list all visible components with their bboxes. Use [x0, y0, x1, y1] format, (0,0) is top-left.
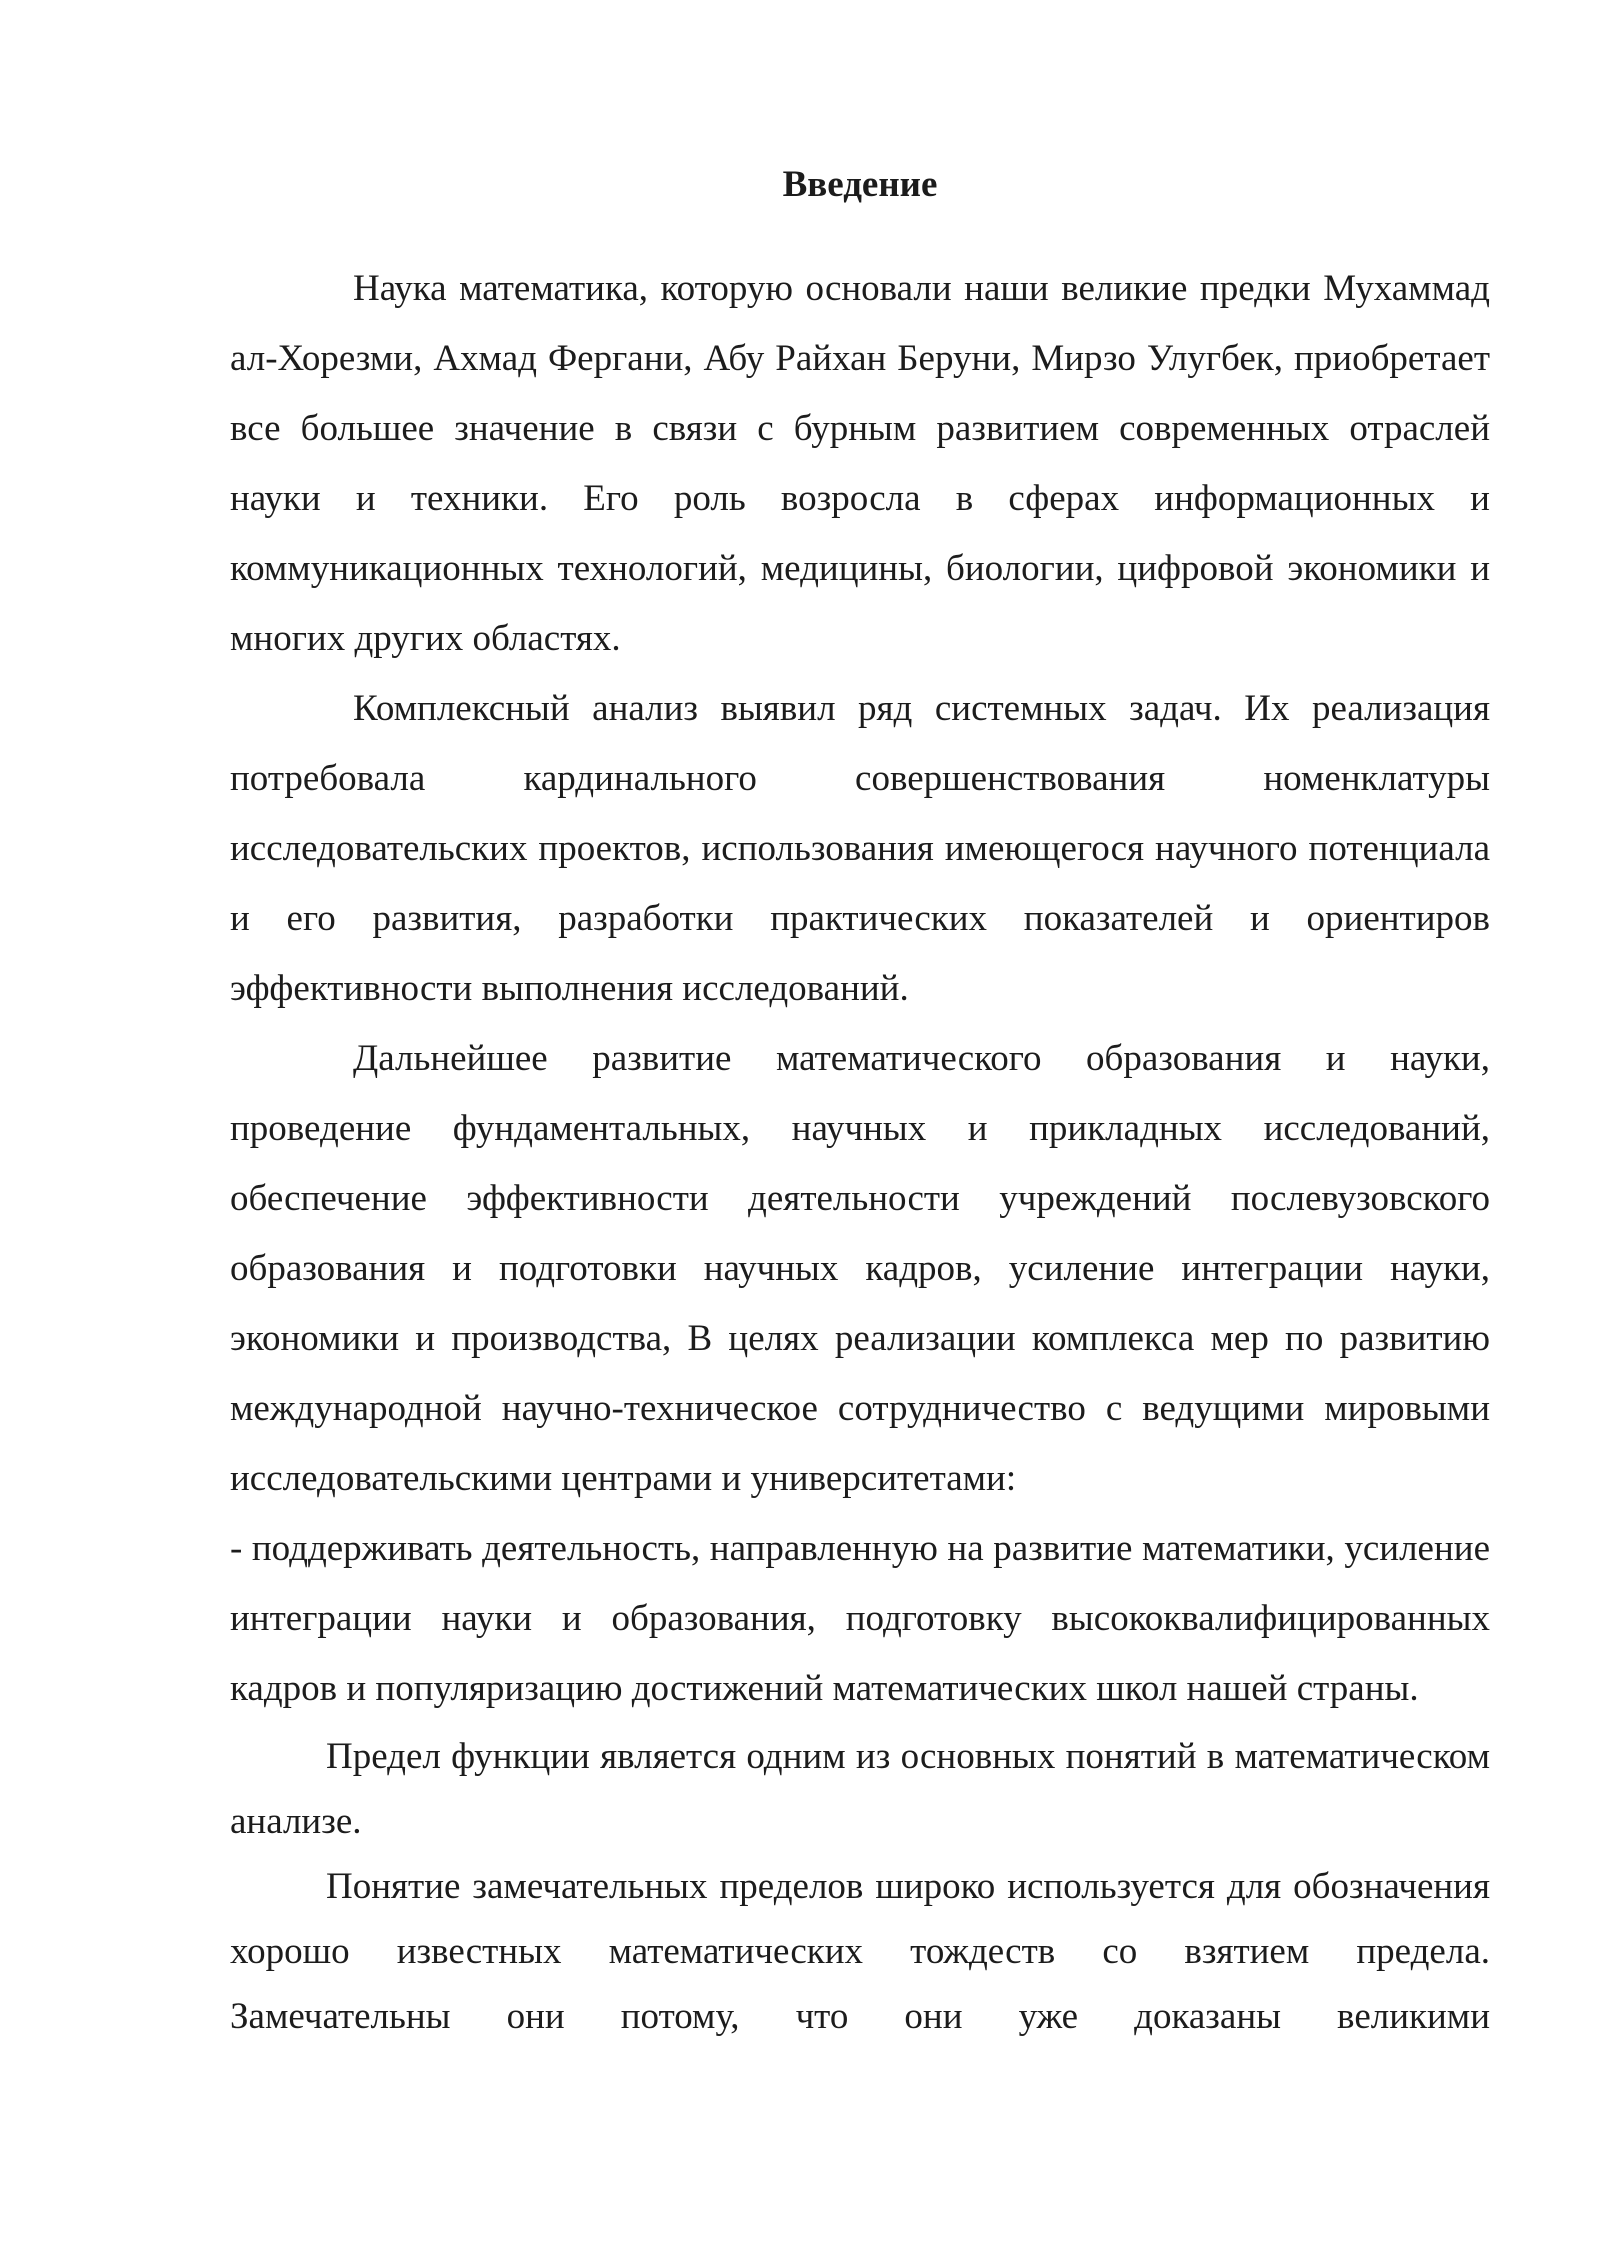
page-title: Введение	[782, 164, 938, 205]
paragraph-remarkable-limits: Понятие замечательных пределов широко используется для обозначения хорошо известных математических тождеств со взятием предела. Замечательны они потому, что они уже доказаны великими	[230, 1866, 1490, 2037]
document-body	[230, 150, 1490, 2049]
paragraph-bullet-support: - поддерживать деятельность, направленную на развитие математики, усиление интеграции науки и образования, подготовку высококвалифицированных кадров и популяризацию достижений математических школ нашей страны.	[230, 1528, 1490, 1709]
paragraph-intro: Наука математика, которую основали наши великие предки Мухаммад ал-Хорезми, Ахмад Фергани, Абу Райхан Беруни, Мирзо Улугбек, приобретает все большее значение в связи с бурным развитием современных отраслей науки и техники. Его роль возросла в сферах информационных и коммуникационных технологий, медицины, биологии, цифровой экономики и многих других областях.	[230, 268, 1490, 659]
paragraph-limit-definition: Предел функции является одним из основных понятий в математическом анализе.	[230, 1736, 1490, 1842]
paragraph-development: Дальнейшее развитие математического образования и науки, проведение фундаментальных, научных и прикладных исследований, обеспечение эффективности деятельности учреждений послевузовского образования и подготовки научных кадров, усиление интеграции науки, экономики и производства, В целях реализации комплекса мер по развитию международной научно-техническое сотрудничество с ведущими мировыми исследовательскими центрами и университетами:	[230, 1038, 1490, 1499]
paragraph-analysis: Комплексный анализ выявил ряд системных задач. Их реализация потребовала кардинального совершенствования номенклатуры исследовательских проектов, использования имеющегося научного потенциала и его развития, разработки практических показателей и ориентиров эффективности выполнения исследований.	[230, 688, 1490, 1009]
